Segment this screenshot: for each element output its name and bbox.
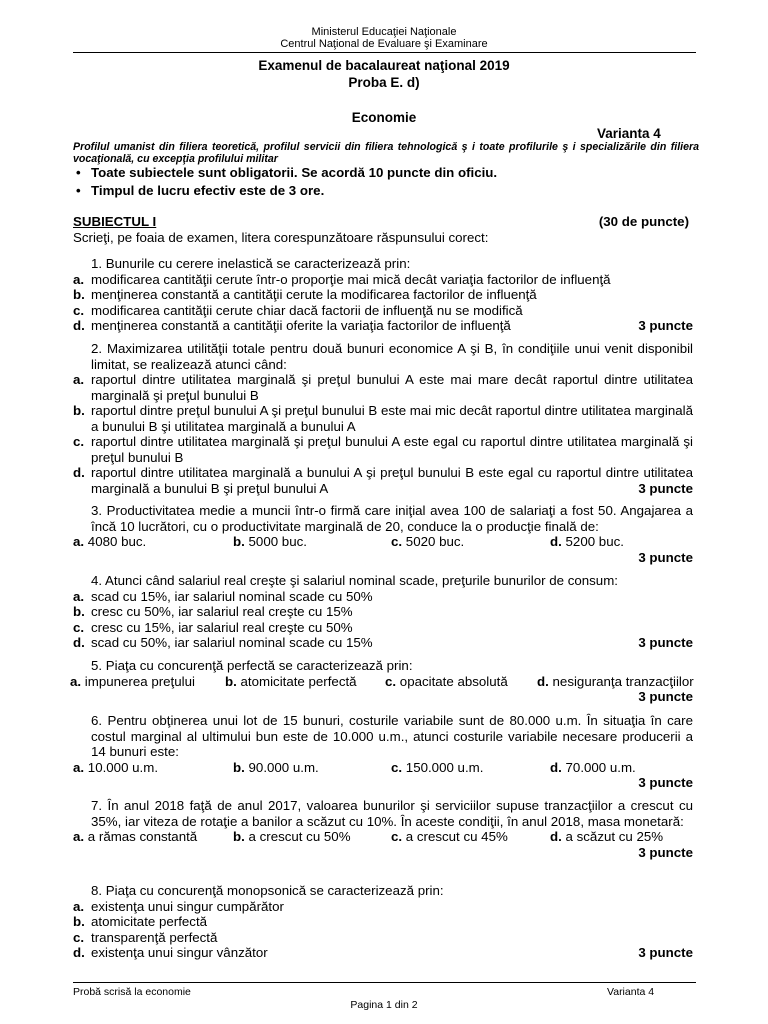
- option-text: modificarea cantităţii cerute într-o proporţie mai mică decât variaţia factorilor de influenţă: [91, 271, 611, 287]
- bullet-1: [76, 165, 498, 181]
- option-letter: a.: [73, 271, 85, 287]
- points-label: 3 puncte: [638, 844, 693, 860]
- profile-note: Profilul umanist din filiera teoretică, profilul servicii din filiera tehnologică ş i toate profilurile ş i specializările din filiera vocaţională, cu excepţia profilului militar: [73, 141, 699, 165]
- option-text: raportul dintre utilitatea marginală şi preţul bunului A este mai mare decât raportul dintre utilitatea marginală şi preţul bunului B: [91, 372, 693, 403]
- option-d: [73, 465, 693, 496]
- option-letter: d.: [73, 318, 85, 333]
- option-a: a. impunerea preţului: [70, 673, 195, 689]
- option-d: [73, 945, 693, 961]
- option-text: atomicitate perfectă: [91, 914, 208, 929]
- option-d: [73, 635, 693, 651]
- points-label: 3 puncte: [638, 945, 693, 960]
- option-letter: c.: [73, 619, 85, 635]
- exam-title: Examenul de bacalaureat naţional 2019: [258, 58, 510, 73]
- option-b: [73, 604, 693, 620]
- option-letter: b.: [73, 604, 85, 619]
- question-stem: 3. Productivitatea medie a muncii într-o firmă care iniţial avea 100 de salariaţi a fost 50. Angajarea a încă 10 lucrători, cu o productivitate marginală de 20, conduce la o producţie finală de:: [91, 503, 693, 534]
- option-letter: c.: [73, 434, 85, 449]
- option-text: menţinerea constantă a cantităţii oferite la variaţia factorilor de influenţă: [91, 318, 511, 333]
- option-letter: d.: [73, 945, 85, 960]
- option-c: [73, 620, 693, 636]
- options-row: [70, 673, 694, 690]
- bullet-2: [76, 183, 325, 199]
- bullet-dot-icon: •: [76, 165, 81, 180]
- question-2: [73, 341, 693, 496]
- section-points: (30 de puncte): [598, 214, 689, 229]
- option-b: b. 90.000 u.m.: [233, 759, 319, 775]
- option-text: scad cu 15%, iar salariul nominal scade cu 50%: [91, 588, 373, 604]
- question-stem: 8. Piaţa cu concurenţă monopsonică se caracterizează prin:: [91, 883, 444, 898]
- points-label: 3 puncte: [638, 635, 693, 650]
- question-stem: 1. Bunurile cu cerere inelastică se caracterizează prin:: [91, 256, 411, 271]
- variant-label: Varianta 4: [597, 126, 661, 141]
- option-d: d. 5200 buc.: [550, 534, 624, 549]
- bullet-dot-icon: •: [76, 183, 81, 198]
- options-row: [73, 829, 693, 845]
- option-letter: c.: [73, 302, 85, 318]
- option-c: c. a crescut cu 45%: [391, 829, 508, 844]
- option-b: [73, 914, 693, 930]
- option-b: b. a crescut cu 50%: [233, 829, 351, 844]
- footer-left: Probă scrisă la economie: [73, 986, 191, 998]
- option-c: [73, 434, 693, 465]
- option-letter: b.: [73, 287, 85, 302]
- question-stem: 2. Maximizarea utilităţii totale pentru două bunuri economice A şi B, în condiţiile unui venit disponibil limitat, se realizează atunci când:: [91, 341, 693, 372]
- proba-label: Proba E. d): [348, 75, 420, 90]
- option-b: b. atomicitate perfectă: [225, 673, 357, 689]
- option-text: transparenţă perfectă: [91, 929, 218, 945]
- footer-variant: Varianta 4: [607, 986, 655, 998]
- question-1: [73, 256, 693, 334]
- points-label: 3 puncte: [638, 689, 693, 704]
- option-d: [73, 318, 693, 334]
- question-8: [73, 883, 693, 961]
- bullet-2-text: Timpul de lucru efectiv este de 3 ore.: [91, 183, 325, 198]
- question-4: [73, 573, 693, 651]
- section-title: SUBIECTUL I: [73, 214, 157, 229]
- option-text: raportul dintre preţul bunului A şi preţul bunului B este mai mic decât raportul dintre utilitatea marginală a bunului B şi utilitatea marginală a bunului A: [91, 403, 693, 434]
- question-7: [73, 798, 693, 860]
- question-stem: 6. Pentru obţinerea unui lot de 15 bunuri, costurile variabile sunt de 80.000 u.m. În situaţia în care costul marginal al ultimului bun este de 10.000 u.m., atunci costurile variabile necesare producerii a 14 bunuri este:: [91, 713, 693, 759]
- options-row: [73, 534, 693, 550]
- option-a: [73, 589, 693, 605]
- header-rule: [73, 52, 696, 53]
- option-letter: b.: [73, 403, 85, 418]
- question-stem: 4. Atunci când salariul real creşte şi salariul nominal scade, preţurile bunurilor de consum:: [91, 573, 618, 588]
- option-text: cresc cu 50%, iar salariul real creşte cu 15%: [91, 604, 353, 619]
- option-letter: b.: [73, 914, 85, 929]
- option-d: d. 70.000 u.m.: [550, 759, 636, 775]
- option-a: a. 10.000 u.m.: [73, 759, 159, 775]
- option-text: raportul dintre utilitatea marginală şi preţul bunului A este egal cu raportul dintre utilitatea marginală şi preţul bunului B: [91, 434, 693, 465]
- option-b: [73, 403, 693, 434]
- question-stem: 7. În anul 2018 faţă de anul 2017, valoarea bunurilor şi serviciilor supuse tranzacţiilor a crescut cu 35%, iar viteza de rotaţie a banilor a scăzut cu 10%. În aceste condiţii, în anul 2018, masa monetară:: [91, 798, 693, 829]
- section-instruction: Scrieţi, pe foaia de examen, litera corespunzătoare răspunsului corect:: [73, 230, 489, 245]
- option-letter: d.: [73, 635, 85, 650]
- option-letter: c.: [73, 929, 85, 945]
- option-text: scad cu 50%, iar salariul nominal scade cu 15%: [91, 635, 373, 650]
- option-text: modificarea cantităţii cerute chiar dacă factorii de influenţă nu se modifică: [91, 302, 523, 318]
- option-c: c. 5020 buc.: [391, 534, 465, 549]
- option-c: c. 150.000 u.m.: [391, 759, 484, 775]
- option-d: d. a scăzut cu 25%: [550, 829, 664, 844]
- page-number: Pagina 1 din 2: [350, 999, 418, 1011]
- option-c: [73, 303, 693, 319]
- option-c: [73, 930, 693, 946]
- question-3: [73, 503, 693, 565]
- option-letter: d.: [73, 465, 85, 480]
- option-text: cresc cu 15%, iar salariul real creşte cu 50%: [91, 619, 353, 635]
- option-text: existenţa unui singur vânzător: [91, 945, 268, 960]
- option-b: [73, 287, 693, 303]
- option-a: [73, 272, 693, 288]
- option-letter: a.: [73, 588, 85, 604]
- option-a: [73, 372, 693, 403]
- question-5: [70, 658, 694, 705]
- option-text: menţinerea constantă a cantităţii cerute la modificarea factorilor de influenţă: [91, 287, 537, 302]
- option-text: raportul dintre utilitatea marginală a bunului A şi preţul bunului B este egal cu raportul dintre utilitatea marginală a bunului B şi preţul bunului A: [91, 465, 693, 496]
- option-b: b. 5000 buc.: [233, 534, 307, 549]
- points-label: 3 puncte: [638, 318, 693, 333]
- option-a: a. a rămas constantă: [73, 829, 198, 844]
- question-6: [73, 713, 693, 791]
- bullet-1-text: Toate subiectele sunt obligatorii. Se acordă 10 puncte din oficiu.: [91, 165, 498, 180]
- option-c: c. opacitate absolută: [385, 673, 508, 689]
- center-name: Centrul Naţional de Evaluare şi Examinare: [280, 38, 488, 50]
- option-letter: a.: [73, 898, 85, 914]
- options-row: [73, 760, 693, 776]
- points-label: 3 puncte: [638, 775, 693, 790]
- question-stem: 5. Piaţa cu concurenţă perfectă se caracterizează prin:: [91, 658, 413, 673]
- option-letter: a.: [73, 372, 85, 387]
- option-text: existenţa unui singur cumpărător: [91, 898, 284, 914]
- option-a: a. 4080 buc.: [73, 534, 147, 549]
- option-d: d. nesiguranţa tranzacţiilor: [537, 673, 694, 689]
- ministry-name: Ministerul Educaţiei Naţionale: [311, 26, 457, 38]
- points-label: 3 puncte: [638, 549, 693, 565]
- subject-title: Economie: [351, 110, 417, 125]
- points-label: 3 puncte: [638, 480, 693, 496]
- footer-rule: [73, 982, 696, 983]
- option-a: [73, 899, 693, 915]
